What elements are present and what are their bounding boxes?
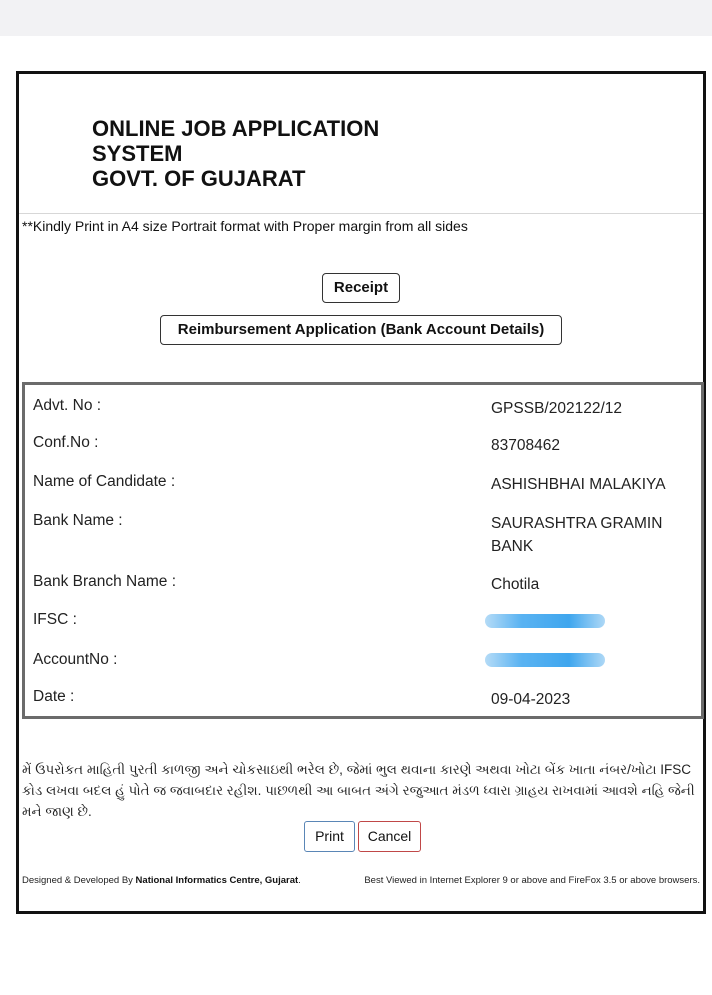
header-title-line1: ONLINE JOB APPLICATION xyxy=(92,116,380,141)
branch-value: Chotila xyxy=(491,576,540,593)
account-label: AccountNo : xyxy=(33,651,118,668)
footer-credit-suffix: . xyxy=(298,875,301,886)
date-value: 09-04-2023 xyxy=(491,691,571,708)
form-title: Reimbursement Application (Bank Account Details) xyxy=(160,315,562,345)
header-title-line2: SYSTEM xyxy=(92,141,183,166)
conf-no-value: 83708462 xyxy=(491,437,560,454)
print-button[interactable]: Print xyxy=(304,821,355,852)
advt-no-value: GPSSB/202122/12 xyxy=(491,400,622,417)
advt-no-label: Advt. No : xyxy=(33,397,102,414)
declaration-text: મેં ઉપરોકત માહિતી પુરતી કાળજી અને ચોકસાઇથી ભરેલ છે, જેમાં ભુલ થવાના કારણે અથવા ખોટા બેંક ખાતા નંબર/ખોટા IFSC કોડ લખવા બદલ હું પોતે જ જવાબદાર રહીશ. પાછળથી આ બાબત અંગે રજુઆત મંડળ ધ્વારા ગ્રાહય રાખવામાં આવશે નહિ જેની મને જાણ છે. xyxy=(22,762,695,819)
footer-developer: National Informatics Centre, Gujarat xyxy=(135,875,299,886)
ifsc-label: IFSC : xyxy=(33,611,77,628)
footer-credit-prefix: Designed & Developed By xyxy=(22,875,136,886)
page-header xyxy=(92,116,379,191)
receipt-label: Receipt xyxy=(322,273,400,303)
candidate-value: ASHISHBHAI MALAKIYA xyxy=(491,476,666,493)
candidate-label: Name of Candidate : xyxy=(33,473,176,490)
bank-details-panel xyxy=(22,382,704,719)
ifsc-redaction-mark xyxy=(485,614,605,628)
footer-browser-note: Best Viewed in Internet Explorer 9 or above and FireFox 3.5 or above browsers. xyxy=(364,875,700,886)
cancel-button[interactable]: Cancel xyxy=(358,821,421,852)
bank-name-label: Bank Name : xyxy=(33,512,123,529)
conf-no-label: Conf.No : xyxy=(33,434,99,451)
account-redaction-mark xyxy=(485,653,605,667)
bank-name-value: SAURASHTRA GRAMIN BANK xyxy=(491,515,663,555)
header-title-line3: GOVT. OF GUJARAT xyxy=(92,166,306,191)
print-note: **Kindly Print in A4 size Portrait format with Proper margin from all sides xyxy=(22,218,468,234)
header-divider xyxy=(19,213,703,214)
top-bar xyxy=(0,0,712,36)
branch-label: Bank Branch Name : xyxy=(33,573,177,590)
date-label: Date : xyxy=(33,688,75,705)
receipt-page xyxy=(16,71,706,914)
footer-credit xyxy=(22,875,301,886)
